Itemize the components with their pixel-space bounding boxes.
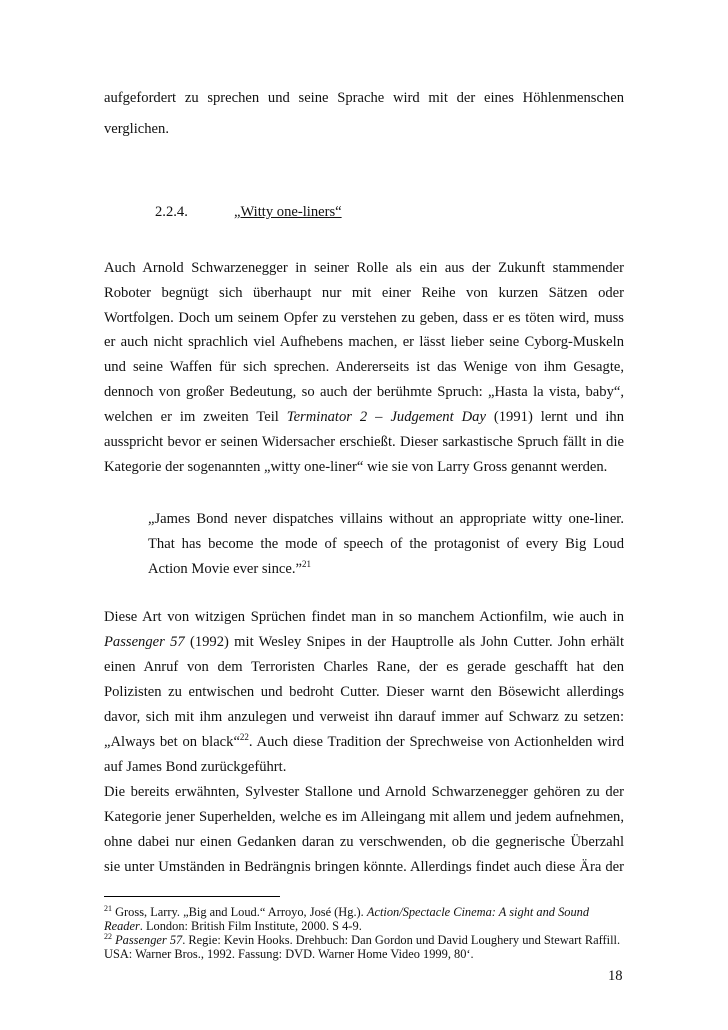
footnote-21-cont [104, 919, 624, 933]
body-line: davor, sich mit ihm anzulegen und verweist ihn darauf immer auf Schwarz zu setzen: [104, 709, 624, 725]
body-line: er auch nicht sprachlich viel Aufhebens machen, er lässt lieber seine Cyborg-Muskeln [104, 334, 624, 350]
body-line: einen Anruf von dem Terroristen Charles Rane, der es gerade geschafft hat den [104, 659, 624, 675]
body-line: dennoch von großer Bedeutung, so auch der berühmte Spruch: „Hasta la vista, baby“, [104, 384, 624, 400]
text-run: . Auch diese Tradition der Sprechweise von Actionhelden wird [248, 734, 624, 750]
film-title: Terminator 2 – Judgement Day [286, 409, 486, 425]
quote-line: That has become the mode of speech of the protagonist of every Big Loud [148, 536, 624, 552]
text-run: Reader [104, 919, 140, 933]
body-line: auf James Bond zurückgeführt. [104, 759, 287, 775]
text-run: welchen er im zweiten Teil [104, 409, 287, 425]
body-line: Kategorie jener Superhelden, welche es im Alleingang mit allem und jedem aufnehmen, [104, 809, 624, 825]
quote-line: „James Bond never dispatches villains without an appropriate witty one-liner. [148, 511, 624, 527]
footnote-22-cont: USA: Warner Bros., 1992. Fassung: DVD. Warner Home Video 1999, 80‘. [104, 947, 474, 961]
film-title: Passenger 57 [104, 634, 185, 650]
footnote-21 [104, 905, 624, 919]
quote-line [148, 560, 624, 578]
text-run: Action/Spectacle Cinema: A sight and Sound [366, 905, 590, 919]
text-run: Gross, Larry. „Big and Loud.“ Arroyo, José (Hg.). [112, 905, 367, 919]
footnote-number: 22 [104, 932, 112, 941]
footnote-ref: 22 [239, 732, 249, 742]
body-line: ausspricht bevor er seinen Widersacher erschießt. Dieser sarkastische Spruch fällt in die [104, 434, 624, 450]
body-line [104, 633, 624, 651]
section-number: 2.2.4. [155, 204, 188, 220]
text-run: . London: British Film Institute, 2000. S 4-9. [139, 919, 362, 933]
body-line: Die bereits erwähnten, Sylvester Stallone und Arnold Schwarzenegger gehören zu der [104, 784, 624, 800]
body-line: sie unter Umständen in Bedrängnis bringen könnte. Allerdings findet auch diese Ära der [104, 859, 624, 875]
body-line: Kategorie der sogenannten „witty one-liner“ wie sie von Larry Gross genannt werden. [104, 459, 608, 475]
text-run: „Always bet on black“ [104, 734, 240, 750]
text-run: Passenger 57 [112, 933, 183, 947]
page-number: 18 [608, 968, 623, 984]
body-line: Auch Arnold Schwarzenegger in seiner Rolle als ein aus der Zukunft stammender [104, 260, 624, 276]
footnote-separator [104, 896, 280, 897]
body-line: Diese Art von witzigen Sprüchen findet man in so manchem Actionfilm, wie auch in [104, 609, 624, 625]
footnote-22 [104, 933, 624, 947]
body-line: Polizisten zu entwischen und bedroht Cutter. Dieser warnt den Bösewicht allerdings [104, 684, 624, 700]
body-line [104, 733, 624, 751]
body-line: Roboter begnügt sich überhaupt nur mit einer Reihe von kurzen Sätzen oder [104, 285, 624, 301]
section-title: „Witty one-liners“ [234, 204, 342, 220]
footnote-number: 21 [104, 904, 112, 913]
body-line: Wortfolgen. Doch um seinem Opfer zu verstehen zu geben, dass er es töten wird, muss [104, 310, 624, 326]
text-run: (1992) mit Wesley Snipes in der Hauptrolle als John Cutter. John erhält [184, 634, 625, 650]
body-line: verglichen. [104, 121, 169, 137]
body-line: ohne dabei nur einen Gedanken daran zu verschwenden, ob die gegnerische Überzahl [104, 834, 624, 850]
footnote-ref: 21 [302, 559, 311, 569]
body-line: aufgefordert zu sprechen und seine Sprache wird mit der eines Höhlenmenschen [104, 90, 624, 106]
body-line: und seine Waffen für sich sprechen. Andererseits ist das Wenige von ihm Gesagte, [104, 359, 624, 375]
text-run: (1991) lernt und ihn [485, 409, 624, 425]
body-line [104, 408, 624, 426]
text-run: Action Movie ever since.” [148, 561, 302, 577]
text-run: . Regie: Kevin Hooks. Drehbuch: Dan Gordon und David Loughery und Stewart Raffill. [182, 933, 621, 947]
